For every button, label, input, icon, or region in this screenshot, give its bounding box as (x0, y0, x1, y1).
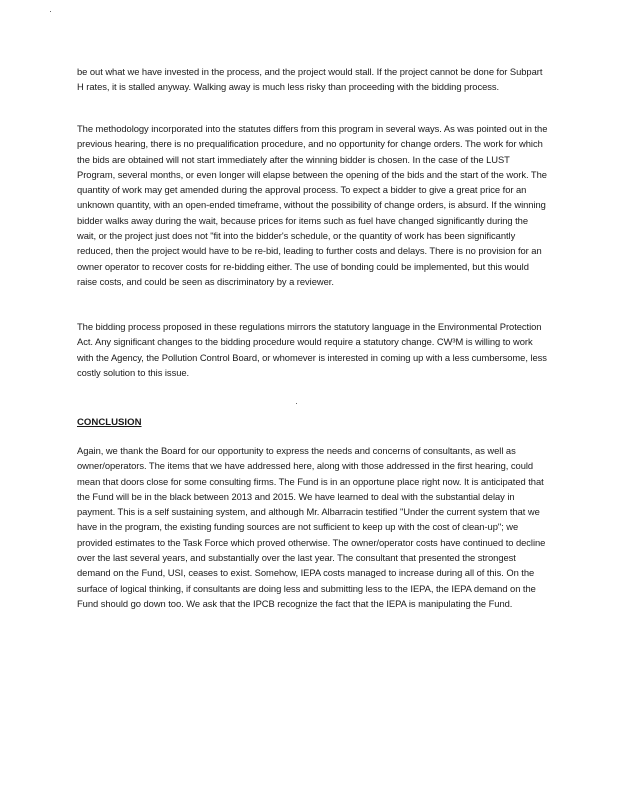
scan-speck (296, 403, 297, 404)
paragraph-text: Again, we thank the Board for our opportunity to express the needs and concerns of consultants, as well as owner/operators. The items that we have addressed here, along with those addressed in the first hearing, could mean that doors close for some consulting firms. The Fund is in an opportune place right now. It is anticipated that the Fund will be in the black between 2013 and 2015. We have learned to deal with the substantial delay in payment. This is a self sustaining system, and although Mr. Albarracin testified "Under the current system that we have in the program, the existing funding sources are not sufficient to keep up with the cost of clean-up"; we provided estimates to the Task Force which proved otherwise. The owner/operator costs have continued to decline over the last several years, and substantially over the last year. The consultant that presented the strongest demand on the Fund, USI, ceases to exist. Somehow, IEPA costs managed to increase during all of this. On the surface of logical thinking, if consultants are doing less and submitting less to the IEPA, the IEPA demand on the Fund should go down too. We ask that the IPCB recognize the fact that the IEPA is manipulating the Fund. (77, 445, 546, 609)
paragraph-text: be out what we have invested in the process, and the project would stall. If the project cannot be done for Subpart H rates, it is stalled anyway. Walking away is much less risky than proceeding with the bidding process. (77, 66, 543, 93)
paragraph-methodology (77, 121, 549, 289)
paragraph-text: The methodology incorporated into the statutes differs from this program in several ways. As was pointed out in the previous hearing, there is no prequalification procedure, and no opportunity for change orders. The work for which the bids are obtained will not start immediately after the winning bidder is chosen. In the case of the LUST Program, several months, or even longer will elapse between the opening of the bids and the start of the work. The quantity of work may get amended during the approval process. To expect a bidder to give a great price for an unknown quantity, with an open-ended timeframe, without the possibility of change orders, is absurd. If the winning bidder walks away during the wait, because prices for items such as fuel have changed significantly during the wait, or the project just does not "fit into the bidder's schedule, or the quantity of work has been significantly reduced, then the project would have to be re-bid, leading to further costs and delays. There is no provision for an owner operator to recover costs for re-bidding either. The use of bonding could be implemented, but this would raise costs, and could be seen as discriminatory by a reviewer. (77, 123, 548, 287)
paragraph-text: The bidding process proposed in these regulations mirrors the statutory language in the Environmental Protection Act. Any significant changes to the bidding procedure would require a statutory change. CW³M is willing to work with the Agency, the Pollution Control Board, or whomever is interested in coming up with a less cumbersome, less costly solution to this issue. (77, 321, 547, 378)
scan-speck (50, 11, 51, 12)
paragraph-conclusion (77, 443, 549, 611)
paragraph-bidding-risk (77, 64, 549, 95)
section-heading-conclusion: CONCLUSION (77, 417, 142, 428)
paragraph-bidding-process (77, 319, 549, 380)
